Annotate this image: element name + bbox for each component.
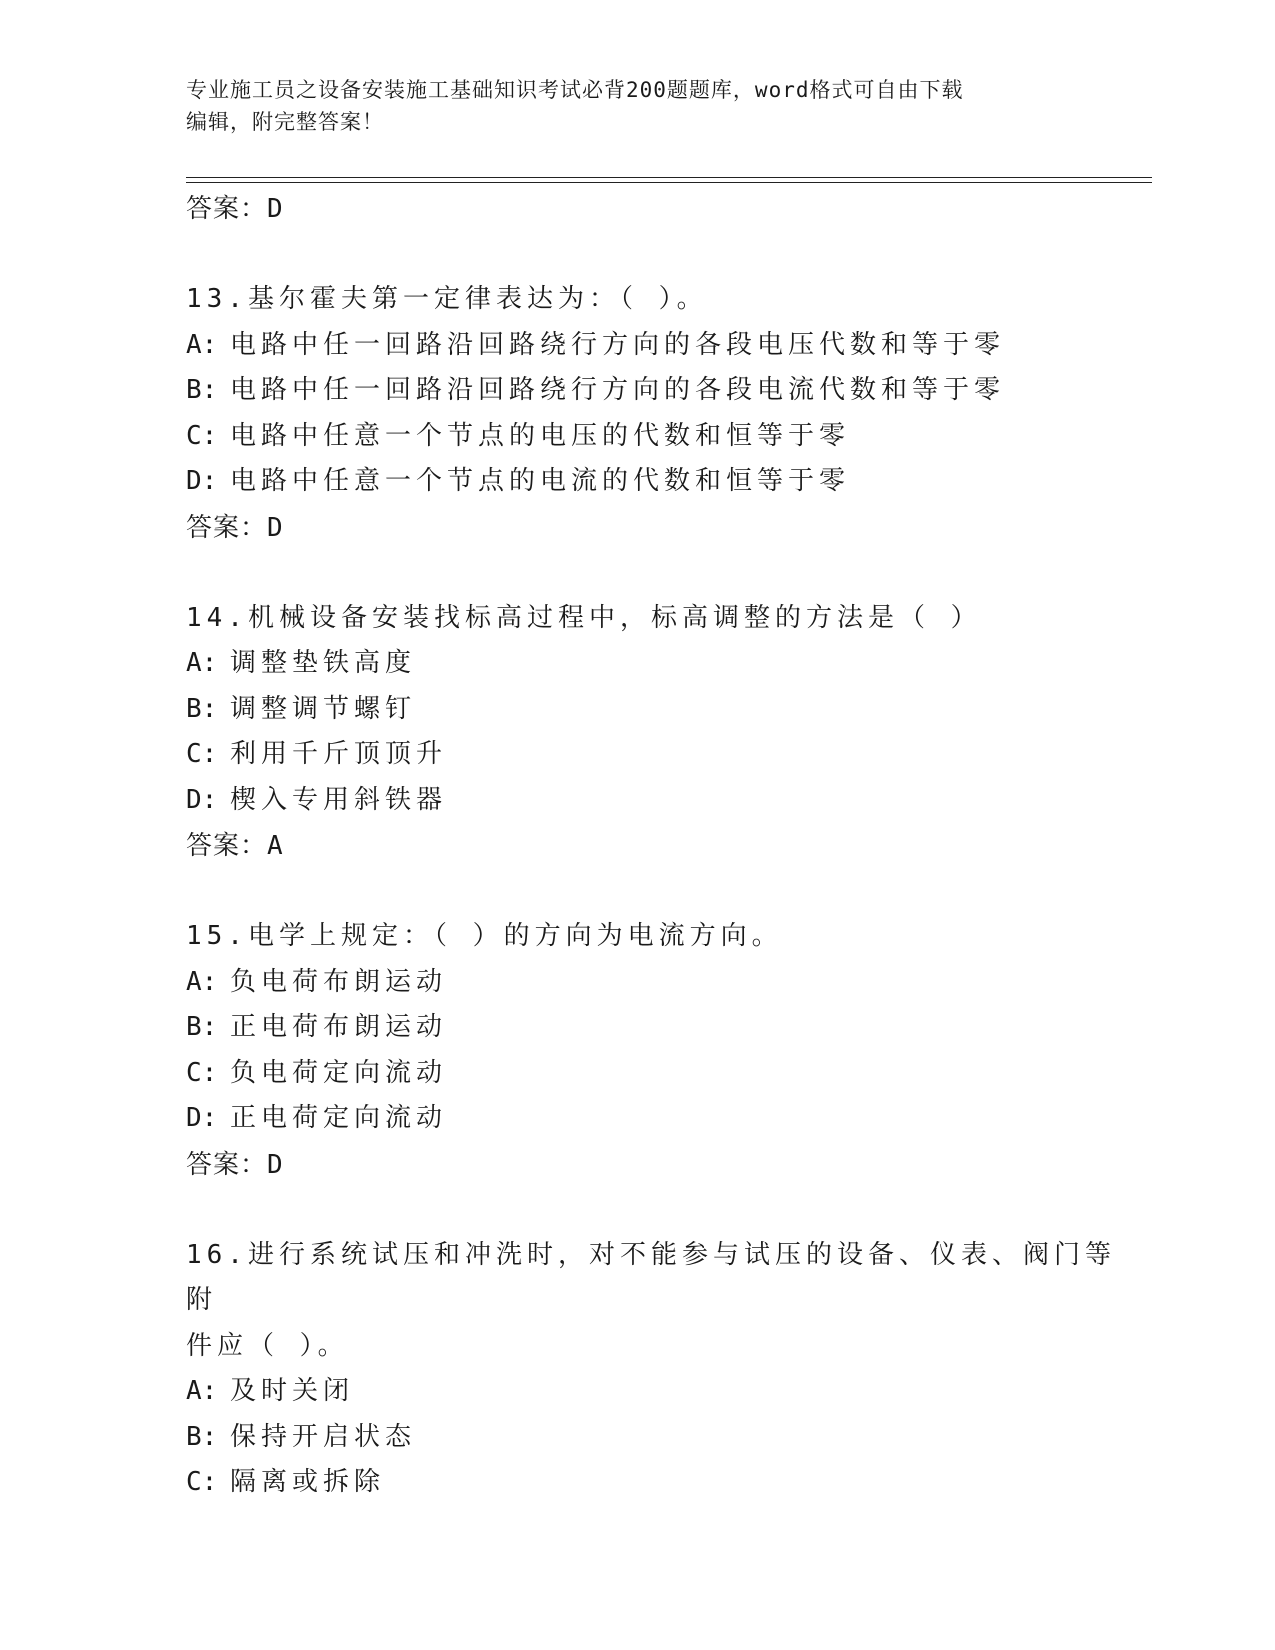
header-divider-top <box>186 177 1152 178</box>
option-text: 负电荷布朗运动 <box>230 966 448 997</box>
option-a <box>186 1369 1136 1415</box>
option-a <box>186 641 1136 687</box>
answer-label: 答案： <box>186 194 268 224</box>
question-answer <box>186 823 1136 869</box>
option-c <box>186 1460 1136 1506</box>
answer-label: 答案： <box>186 512 268 543</box>
answer-label: 答案： <box>186 831 268 861</box>
question-text <box>186 1233 1136 1370</box>
option-a <box>186 323 1136 369</box>
question-answer <box>186 505 1136 551</box>
answer-label: 答案： <box>186 1149 268 1180</box>
question-text <box>186 596 1136 642</box>
option-d <box>186 459 1136 505</box>
option-text: 电路中任意一个节点的电流的代数和恒等于零 <box>230 466 851 496</box>
option-key: A: <box>186 1376 218 1406</box>
question-line: 进行系统试压和冲洗时，对不能参与试压的设备、仪表、阀门等附 <box>186 1239 1116 1315</box>
question-text <box>186 914 1136 960</box>
option-key: B: <box>186 375 218 405</box>
option-text: 调整垫铁高度 <box>230 648 417 678</box>
question-text <box>186 277 1136 323</box>
option-text: 负电荷定向流动 <box>230 1057 448 1088</box>
option-text: 及时关闭 <box>230 1376 355 1406</box>
option-b <box>186 368 1136 414</box>
header-divider-bottom <box>186 182 1152 183</box>
answer-value: D <box>267 1149 284 1180</box>
question-number: 15. <box>186 921 248 951</box>
option-key: C: <box>186 1057 218 1088</box>
option-d <box>186 1096 1136 1142</box>
question-line: 机械设备安装找标高过程中，标高调整的方法是（ ） <box>247 602 982 633</box>
question-line: 件应（ ）。 <box>186 1330 349 1361</box>
question-block <box>186 914 1136 1188</box>
option-text: 隔离或拆除 <box>230 1467 386 1497</box>
answer-value: D <box>267 194 284 224</box>
option-key: D: <box>186 784 218 815</box>
option-text: 正电荷定向流动 <box>230 1103 448 1133</box>
answer-value: A <box>267 831 284 861</box>
option-key: A: <box>186 966 218 997</box>
question-list <box>186 186 1136 1506</box>
document-header <box>186 74 1086 138</box>
question-line: 电学上规定：（ ）的方向为电流方向。 <box>247 921 783 951</box>
question-block <box>186 1233 1136 1506</box>
previous-answer <box>186 186 1136 232</box>
header-line-1: 专业施工员之设备安装施工基础知识考试必背200题题库，word格式可自由下载 <box>186 78 964 102</box>
option-c <box>186 1051 1136 1097</box>
option-key: C: <box>186 420 218 451</box>
option-key: B: <box>186 1012 218 1042</box>
option-key: C: <box>186 739 218 769</box>
header-line-2: 编辑，附完整答案！ <box>186 110 384 134</box>
option-key: B: <box>186 693 218 724</box>
option-key: C: <box>186 1467 218 1497</box>
question-number: 13. <box>186 284 248 314</box>
option-text: 保持开启状态 <box>230 1421 417 1452</box>
option-key: D: <box>186 466 218 496</box>
question-block <box>186 596 1136 870</box>
option-b <box>186 1415 1136 1461</box>
option-c <box>186 414 1136 460</box>
option-text: 电路中任一回路沿回路绕行方向的各段电流代数和等于零 <box>230 375 1006 405</box>
option-text: 电路中任意一个节点的电压的代数和恒等于零 <box>230 420 851 451</box>
answer-value: D <box>267 512 284 543</box>
option-b <box>186 1005 1136 1051</box>
option-text: 正电荷布朗运动 <box>230 1012 448 1042</box>
option-text: 楔入专用斜铁器 <box>230 784 448 815</box>
option-key: A: <box>186 329 218 360</box>
option-c <box>186 732 1136 778</box>
question-answer <box>186 1142 1136 1188</box>
option-key: D: <box>186 1103 218 1133</box>
option-text: 利用千斤顶顶升 <box>230 739 448 769</box>
option-key: A: <box>186 648 218 678</box>
option-key: B: <box>186 1421 218 1452</box>
question-number: 16. <box>186 1239 248 1270</box>
option-a <box>186 960 1136 1006</box>
option-b <box>186 687 1136 733</box>
question-number: 14. <box>186 602 248 633</box>
option-text: 电路中任一回路沿回路绕行方向的各段电压代数和等于零 <box>230 329 1006 360</box>
question-line: 基尔霍夫第一定律表达为：（ ）。 <box>247 284 708 314</box>
question-block <box>186 277 1136 551</box>
option-text: 调整调节螺钉 <box>230 693 417 724</box>
option-d <box>186 778 1136 824</box>
